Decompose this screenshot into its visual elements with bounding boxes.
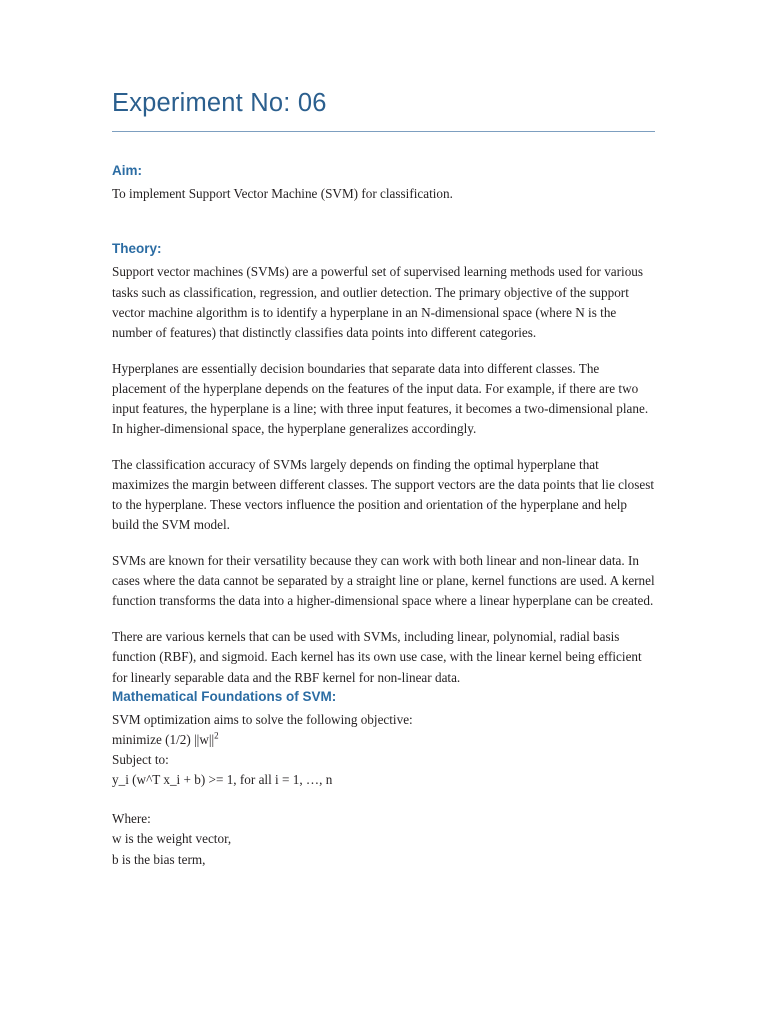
math-intro: SVM optimization aims to solve the following objective: <box>112 712 413 728</box>
math-foundations-heading: Mathematical Foundations of SVM: <box>112 688 337 704</box>
math-where-item: w is the weight vector, <box>112 831 232 847</box>
math-constraint: y_i (w^T x_i + b) >= 1, for all i = 1, …, n <box>112 772 333 788</box>
theory-paragraph: There are various kernels that can be used with SVMs, including linear, polynomial, radial basis function (RBF), and sigmoid. Each kernel has its own use case, with the linear kernel being efficient for linearly separable data and the RBF kernel for non-linear data. <box>112 629 642 685</box>
theory-paragraph: The classification accuracy of SVMs largely depends on finding the optimal hyperplane that maximizes the margin between different classes. The support vectors are the data points that lie closest to the hyperplane. These vectors influence the position and orientation of the hyperplane and help build the SVM model. <box>112 456 654 533</box>
theory-paragraph: Support vector machines (SVMs) are a powerful set of supervised learning methods used for various tasks such as classification, regression, and outlier detection. The primary objective of the support vector machine algorithm is to identify a hyperplane in an N-dimensional space (where N is the number of features) that distinctly classifies data points into different categories. <box>112 264 644 340</box>
math-subject-label: Subject to: <box>112 752 169 768</box>
theory-section <box>112 240 656 688</box>
aim-section <box>112 162 656 204</box>
math-objective <box>112 730 656 750</box>
math-where-label: Where: <box>112 811 151 827</box>
math-objective-exponent: 2 <box>214 730 219 741</box>
title-divider <box>112 131 655 132</box>
theory-paragraph: Hyperplanes are essentially decision boundaries that separate data into different classes. The placement of the hyperplane depends on the features of the input data. For example, if there are two input features, the hyperplane is a line; with three input features, it becomes a two-dimensional plane. In higher-dimensional space, the hyperplane generalizes accordingly. <box>112 360 649 436</box>
math-where-item: b is the bias term, <box>112 851 206 867</box>
page-title: Experiment No: 06 <box>112 89 327 117</box>
theory-heading: Theory: <box>112 240 162 256</box>
aim-heading: Aim: <box>112 162 142 178</box>
math-spacer <box>112 790 656 809</box>
theory-paragraphs <box>112 262 656 687</box>
math-foundations-section <box>112 688 656 870</box>
theory-paragraph: SVMs are known for their versatility because they can work with both linear and non-linear data. In cases where the data cannot be separated by a straight line or plane, kernel functions are used. A kernel function transforms the data into a higher-dimensional space where a linear hyperplane can be created. <box>112 553 655 609</box>
math-block <box>112 710 656 869</box>
math-objective-text: minimize (1/2) ||w|| <box>112 732 215 748</box>
aim-text: To implement Support Vector Machine (SVM) for classification. <box>112 186 453 202</box>
